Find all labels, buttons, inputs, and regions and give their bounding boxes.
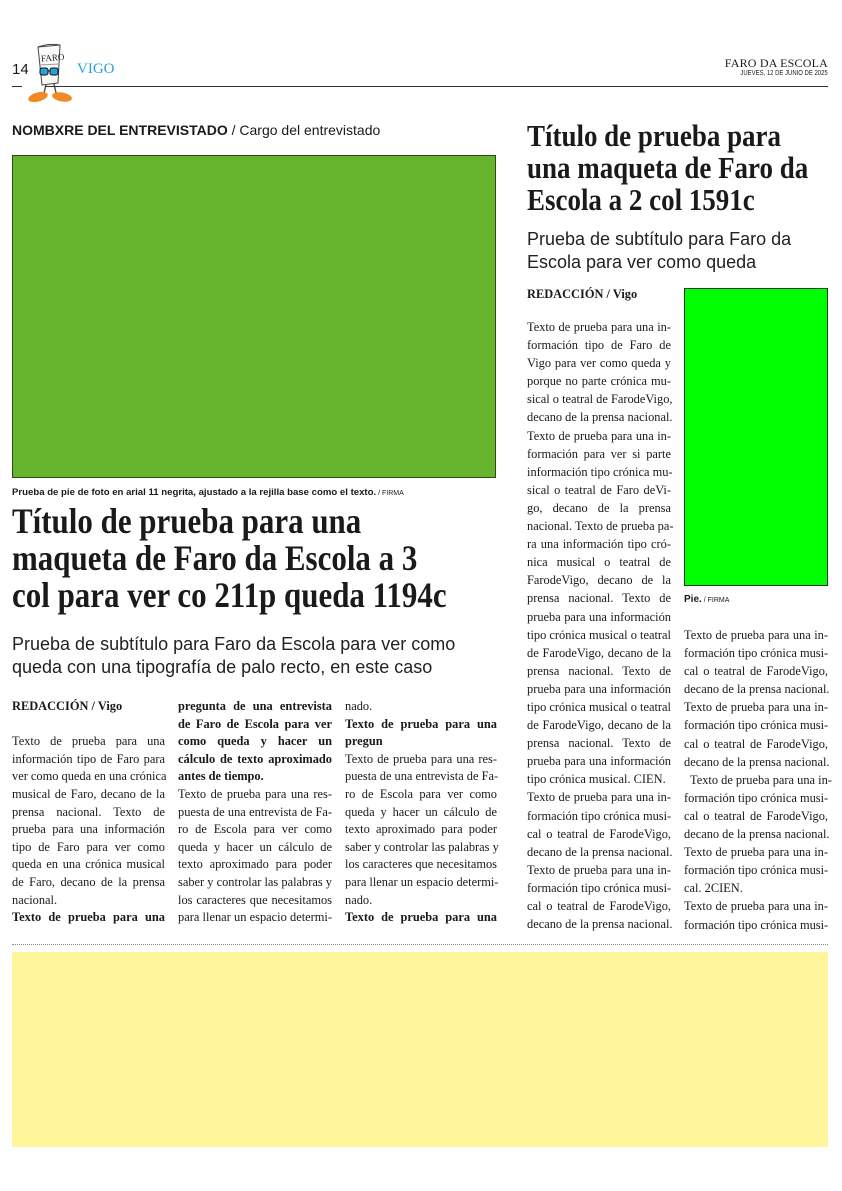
interviewee-kicker: [12, 122, 380, 138]
text-line: saber y controlar las palabras y: [178, 874, 332, 889]
text-line: prensa nacional. Texto de: [527, 663, 671, 678]
text-line: Texto de prueba para una in-: [690, 772, 832, 787]
right-column-1: [527, 318, 674, 933]
text-line: los caracteres que necesitamos: [345, 857, 497, 872]
photo-caption: [12, 487, 404, 498]
text-line: formación tipo crónica musi-: [684, 646, 829, 661]
text-line: ro de Escola para ver como: [345, 786, 497, 801]
text-line: formación para ver si parte: [527, 446, 671, 461]
text-line: Texto de prueba para una res-: [178, 786, 332, 801]
header-rule: [45, 86, 828, 87]
text-line: para llenar un espacio determi-: [178, 910, 332, 925]
interviewee-role: / Cargo del entrevistado: [227, 122, 381, 138]
text-line: tipo de Faro para ver como: [12, 839, 165, 854]
text-line: para llenar un espacio determi-: [345, 874, 499, 889]
headline-line: col para ver co 211p queda 1194c: [12, 575, 447, 615]
text-line: Texto de prueba para una: [345, 716, 497, 731]
text-line: Texto de prueba para una: [12, 910, 165, 925]
text-line: Texto de prueba para una in-: [527, 428, 671, 443]
text-line: ver como queda en una crónica: [12, 769, 167, 784]
text-line: Texto de prueba para una: [345, 910, 497, 925]
main-subtitle: [12, 633, 455, 679]
text-line: cal o teatral de FarodeVigo,: [684, 664, 828, 679]
text-line: texto aproximado para poder: [178, 857, 332, 872]
text-line: Texto de prueba para una in-: [527, 862, 671, 877]
svg-text:FARO: FARO: [40, 51, 65, 64]
headline-line: Escola a 2 col 1591c: [527, 182, 755, 217]
subtitle-line: Escola para ver como queda: [527, 252, 757, 272]
text-line: nado.: [345, 699, 373, 713]
faro-mascot-icon: [24, 43, 76, 105]
headline-line: Título de prueba para: [527, 118, 782, 153]
issue-date: JUEVES, 12 DE JUNIO DE 2025: [740, 70, 828, 77]
text-line: FarodeVigo, decano de la: [527, 573, 671, 588]
main-headline: [12, 503, 447, 614]
text-line: cal o teatral de FarodeVigo,: [527, 826, 671, 841]
text-line: los caracteres que necesitamos: [178, 892, 332, 907]
text-line: Texto de prueba para una in-: [527, 790, 671, 805]
ad-space: [12, 952, 828, 1147]
text-line: ro de Escola para ver como: [178, 822, 332, 837]
caption-credit: / FIRMA: [701, 597, 730, 604]
text-line: prensa nacional. Texto de: [12, 804, 165, 819]
text-line: nacional.: [12, 892, 58, 907]
text-line: prueba para una información: [12, 822, 165, 837]
text-line: de FarodeVigo, decano de la: [527, 645, 671, 660]
text-line: ra una información tipo cró-: [527, 537, 671, 552]
text-line: decano de la prensa nacional.: [527, 844, 673, 859]
text-line: pregunta de una entrevista: [178, 699, 332, 713]
text-line: nacional. Texto de prueba pa-: [527, 519, 674, 534]
text-line: decano de la prensa nacional.: [684, 827, 830, 842]
headline-line: maqueta de Faro da Escola a 3: [12, 538, 418, 578]
text-line: antes de tiempo.: [178, 769, 264, 784]
text-line: prensa nacional. Texto de: [527, 591, 671, 606]
text-line: de Faro, decano de la prensa: [12, 874, 165, 889]
text-line: queda y hacer un cálculo de: [345, 804, 497, 819]
page-number: 14: [12, 61, 29, 78]
right-column-2: [684, 626, 832, 934]
mascot-logo: [24, 43, 76, 105]
text-line: información tipo de Faro para: [12, 751, 165, 766]
text-line: prueba para una información: [527, 609, 671, 624]
subtitle-line: Prueba de subtítulo para Faro da Escola para ver como: [12, 634, 456, 654]
text-line: decano de la prensa nacional.: [684, 682, 830, 697]
text-line: cal o teatral de FarodeVigo,: [684, 736, 828, 751]
text-line: go, decano de la prensa: [527, 500, 671, 515]
text-line: cal o teatral de FarodeVigo,: [684, 808, 828, 823]
left-column-3: [345, 698, 497, 927]
text-line: decano de la prensa nacional.: [684, 754, 830, 769]
text-line: tipo crónica musical o teatral: [527, 699, 671, 714]
text-line: formación tipo crónica musi-: [684, 790, 829, 805]
secondary-byline: REDACCIÓN / Vigo: [527, 287, 638, 301]
text-line: tipo crónica musical. CIEN.: [527, 772, 666, 787]
text-line: Vigo para ver como queda y: [527, 356, 671, 371]
text-line: formación tipo crónica musi-: [684, 917, 829, 932]
text-line: nado.: [345, 892, 373, 907]
text-line: información tipo crónica mu-: [527, 464, 673, 479]
text-line: porque no parte crónica mu-: [527, 374, 671, 389]
text-line: queda y hacer un cálculo de: [178, 839, 332, 854]
text-line: saber y controlar las palabras y: [345, 839, 499, 854]
left-column-2: [178, 698, 332, 927]
main-photo: [12, 155, 496, 478]
text-line: Texto de prueba para una: [12, 734, 165, 749]
subtitle-line: queda con una tipografía de palo recto, en este caso: [12, 657, 433, 677]
text-line: cal o teatral de FarodeVigo,: [527, 899, 671, 913]
left-column-1: [12, 698, 165, 927]
text-line: sical o teatral de Faro deVi-: [527, 482, 671, 497]
text-line: prensa nacional. Texto de: [527, 736, 671, 751]
byline: REDACCIÓN / Vigo: [12, 699, 123, 713]
text-line: de FarodeVigo, decano de la: [527, 718, 671, 733]
caption-text: Prueba de pie de foto en arial 11 negrita, ajustado a la rejilla base como el texto.: [12, 487, 377, 498]
text-line: formación tipo crónica musi-: [527, 880, 672, 895]
text-line: queda en una crónica musical: [12, 857, 165, 872]
caption-credit: / FIRMA: [376, 490, 404, 497]
text-line: cal. 2CIEN.: [684, 881, 743, 896]
text-line: Texto de prueba para una in-: [684, 899, 828, 914]
text-line: puesta de una entrevista de Fa-: [178, 804, 332, 819]
headline-line: Título de prueba para una: [12, 501, 362, 541]
header-rule-left: [12, 86, 22, 87]
text-line: decano de la prensa nacional.: [527, 917, 673, 932]
text-line: de Faro de Escola para ver: [178, 716, 332, 731]
text-line: puesta de una entrevista de Fa-: [345, 769, 499, 784]
secondary-headline: [527, 120, 808, 216]
text-line: Texto de prueba para una in-: [527, 320, 671, 334]
text-line: formación tipo crónica musi-: [684, 718, 829, 733]
text-line: musical de Faro, decano de la: [12, 786, 165, 801]
secondary-photo-caption: [684, 594, 729, 605]
caption-text: Pie.: [684, 594, 702, 605]
text-line: cálculo de texto aproximado: [178, 751, 332, 766]
text-line: prueba para una información: [527, 681, 671, 696]
text-line: prueba para una información: [527, 754, 671, 769]
secondary-photo: [684, 288, 828, 586]
text-line: Texto de prueba para una res-: [345, 751, 497, 766]
dotted-separator: [12, 944, 828, 945]
section-name: VIGO: [77, 61, 115, 77]
text-line: como queda y hacer un: [178, 734, 332, 749]
text-line: decano de la prensa nacional.: [527, 410, 673, 425]
text-line: Texto de prueba para una in-: [684, 700, 828, 715]
text-line: nica musical o teatral de: [527, 555, 671, 570]
text-line: texto aproximado para poder: [345, 822, 497, 837]
text-line: pregun: [345, 734, 383, 749]
text-line: formación tipo de Faro de: [527, 338, 671, 353]
headline-line: una maqueta de Faro da: [527, 150, 809, 185]
text-line: tipo crónica musical o teatral: [527, 627, 671, 642]
subtitle-line: Prueba de subtítulo para Faro da: [527, 229, 792, 249]
interviewee-name: NOMBXRE DEL ENTREVISTADO: [12, 122, 228, 138]
text-line: Texto de prueba para una in-: [684, 628, 828, 642]
secondary-subtitle: [527, 228, 791, 274]
text-line: formación tipo crónica musi-: [684, 863, 829, 878]
text-line: formación tipo crónica musi-: [527, 808, 672, 823]
text-line: Texto de prueba para una in-: [684, 845, 828, 860]
text-line: sical o teatral de FarodeVigo,: [527, 392, 673, 407]
masthead: FARO DA ESCOLA: [724, 56, 828, 70]
